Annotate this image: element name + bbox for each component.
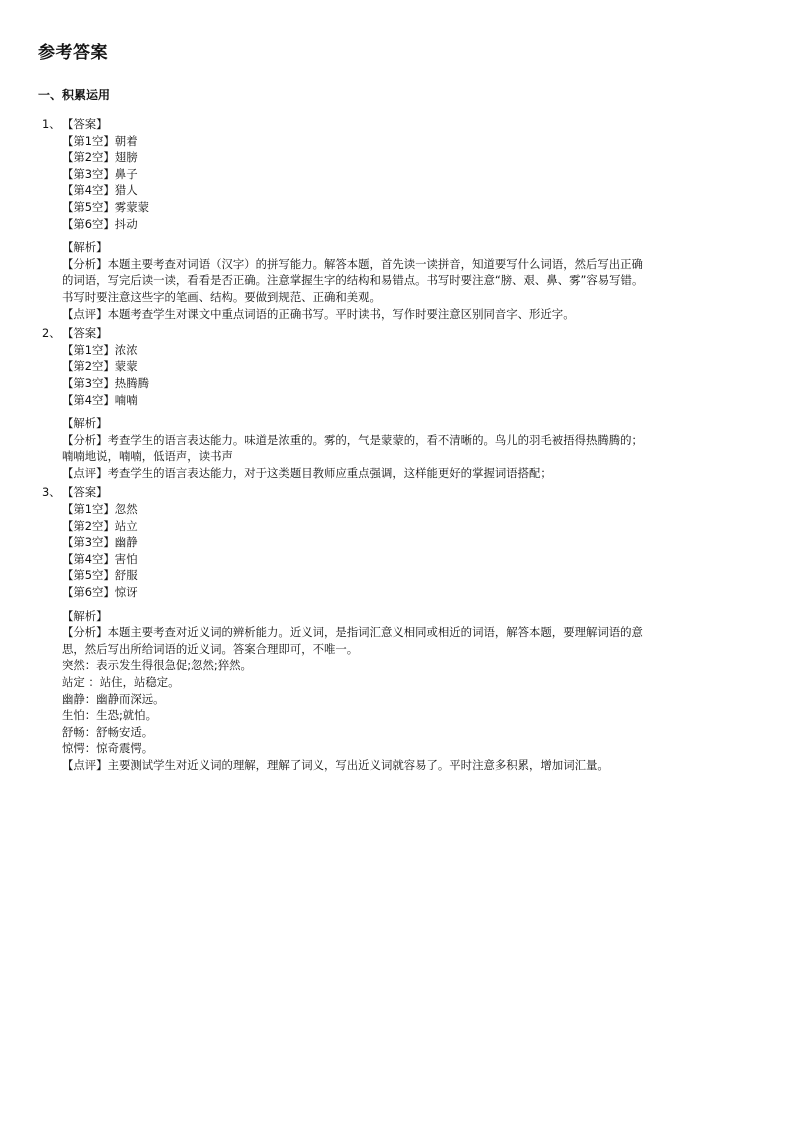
blank-answer: 【第4空】喃喃 <box>62 392 138 407</box>
blank-answer: 【第3空】幽静 <box>62 535 138 550</box>
blank-list <box>62 342 742 408</box>
blank-answer: 【第2空】翅膀 <box>62 150 138 165</box>
blank-list <box>62 133 742 233</box>
analysis-label: 【解析】 <box>62 416 108 431</box>
blank-answer: 【第1空】朝着 <box>62 133 138 148</box>
page-title: 参考答案 <box>38 43 108 63</box>
analysis-line: 思，然后写出所给词语的近义词。答案合理即可，不唯一。 <box>62 641 359 656</box>
definition-line: 站定 ：站住，站稳定。 <box>62 675 180 689</box>
analysis-line: 【分析】本题主要考查对词语（汉字）的拼写能力。解答本题，首先读一读拼音，知道要写什么词语，然后写出正确 <box>62 256 643 271</box>
comment-line: 【点评】本题考查学生对课文中重点词语的正确书写。平时读书，写作时要注意区别同音字、形近字。 <box>62 306 575 321</box>
blank-answer: 【第2空】蒙蒙 <box>62 359 138 374</box>
comment-line: 【点评】考查学生的语言表达能力，对于这类题目教师应重点强调，这样能更好的掌握词语搭配； <box>62 465 552 480</box>
blank-answer: 【第6空】惊讶 <box>62 585 138 600</box>
blank-answer: 【第2空】站立 <box>62 518 138 533</box>
definition-line: 惊愕：惊奇震愕。 <box>62 741 154 756</box>
spacer <box>62 232 742 239</box>
blank-answer: 【第6空】抖动 <box>62 216 138 231</box>
definition-line: 舒畅：舒畅安适。 <box>62 724 154 739</box>
section-heading: 一、积累运用 <box>38 88 111 102</box>
question-list <box>42 116 742 777</box>
analysis-line: 【分析】考查学生的语言表达能力。味道是浓重的。雾的，气是蒙蒙的，看不清晰的。鸟儿的羽毛被捂得热腾腾的； <box>62 432 643 447</box>
question-3 <box>42 484 742 773</box>
analysis-line: 书写时要注意这些字的笔画、结构。要做到规范、正确和美观。 <box>62 289 381 304</box>
definition-line: 突然：表示发生得很急促;忽然;猝然。 <box>62 658 252 673</box>
blank-answer: 【第1空】忽然 <box>62 502 138 517</box>
analysis-label: 【解析】 <box>62 608 108 623</box>
definition-line: 生怕：生恐;就怕。 <box>62 708 157 723</box>
comment-line: 【点评】主要测试学生对近义词的理解，理解了词义，写出近义词就容易了。平时注意多积累，增加词汇量。 <box>62 757 609 772</box>
definition-line: 幽静：幽静而深远。 <box>62 691 165 706</box>
answer-label: 【答案】 <box>62 485 108 500</box>
analysis-label: 【解析】 <box>62 240 108 255</box>
question-1 <box>42 116 742 322</box>
blank-list <box>62 501 742 601</box>
question-number: 3、 <box>42 485 61 500</box>
question-number: 2、 <box>42 326 61 341</box>
blank-answer: 【第5空】雾蒙蒙 <box>62 199 149 214</box>
blank-answer: 【第4空】害怕 <box>62 551 138 566</box>
analysis-line: 喃喃地说，喃喃，低语声，读书声 <box>62 449 233 464</box>
answer-label: 【答案】 <box>62 326 108 341</box>
blank-answer: 【第5空】舒服 <box>62 568 138 583</box>
answer-label: 【答案】 <box>62 117 108 131</box>
question-number: 1、 <box>42 117 61 131</box>
blank-answer: 【第3空】鼻子 <box>62 166 138 181</box>
blank-answer: 【第1空】浓浓 <box>62 342 138 357</box>
blank-answer: 【第4空】猎人 <box>62 183 138 198</box>
question-body <box>42 484 742 773</box>
question-body <box>42 116 742 322</box>
question-2 <box>42 325 742 481</box>
question-body <box>42 325 742 481</box>
analysis-line: 【分析】本题主要考查对近义词的辨析能力。近义词，是指词汇意义相同或相近的词语，解答本题，要理解词语的意 <box>62 625 643 640</box>
spacer <box>62 408 742 415</box>
spacer <box>62 601 742 608</box>
analysis-line: 的词语，写完后读一读，看看是否正确。注意掌握生字的结构和易错点。书写时要注意“膀、艰、鼻、雾”容易写错。 <box>62 273 644 288</box>
blank-answer: 【第3空】热腾腾 <box>62 375 149 390</box>
